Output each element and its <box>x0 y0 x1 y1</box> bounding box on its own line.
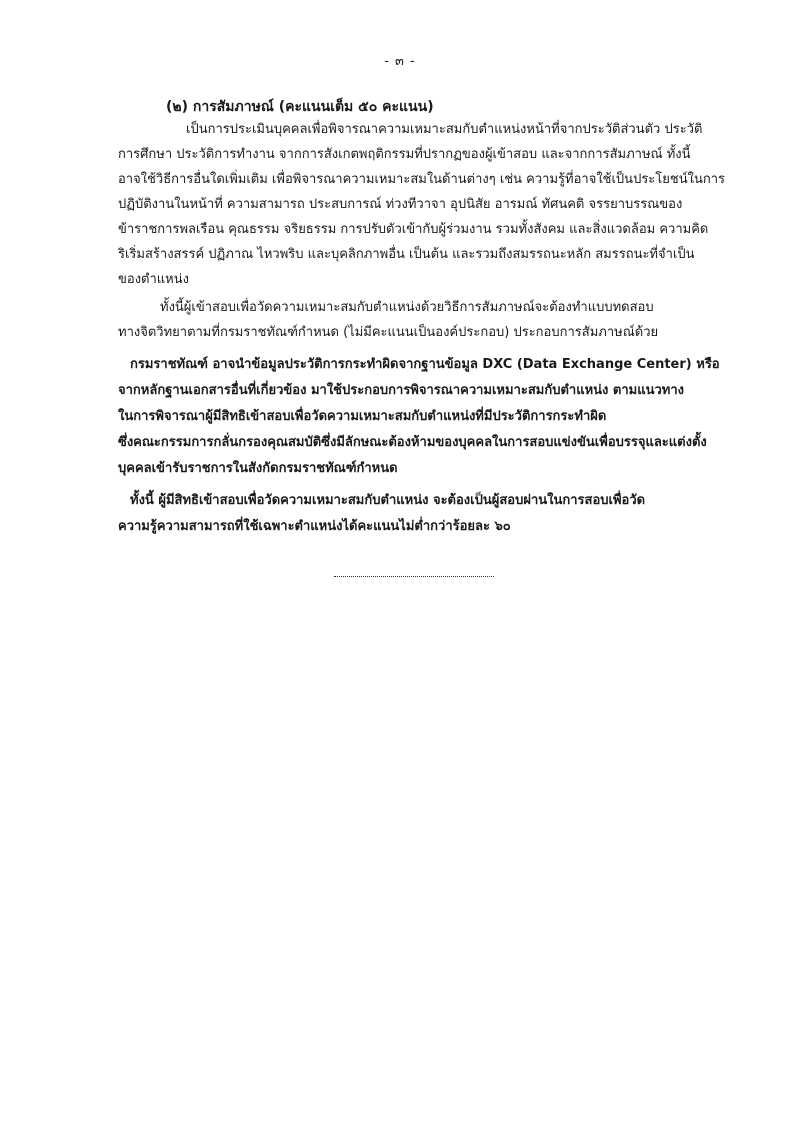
notice-line: ซึ่งคณะกรรมการกลั่นกรองคุณสมบัติซึ่งมีลักษณะต้องห้ามของบุคคลในการสอบแข่งขันเพื่อบรรจุและแต่งตั้ง <box>118 435 707 450</box>
notice-line: ทั้งนี้ ผู้มีสิทธิเข้าสอบเพื่อวัดความเหมาะสมกับตำแหน่ง จะต้องเป็นผู้สอบผ่านในการสอบเพื่อวัด <box>130 493 646 508</box>
paragraph-line: ของตำแหน่ง <box>118 272 189 287</box>
paragraph-line: ข้าราชการพลเรือน คุณธรรม จริยธรรม การปรับตัวเข้ากับผู้ร่วมงาน รวมทั้งสังคม และสิ่งแวดล้อม ความคิด <box>118 222 709 237</box>
paragraph-line: ทางจิตวิทยาตามที่กรมราชทัณฑ์กำหนด (ไม่มีคะแนนเป็นองค์ประกอบ) ประกอบการสัมภาษณ์ด้วย <box>118 325 659 340</box>
dotted-divider <box>334 576 494 577</box>
paragraph-line: การศึกษา ประวัติการทำงาน จากการสังเกตพฤติกรรมที่ปรากฏของผู้เข้าสอบ และจากการสัมภาษณ์ ทั้งนี้ <box>118 147 691 162</box>
paragraph-line: อาจใช้วิธีการอื่นใดเพิ่มเติม เพื่อพิจารณาความเหมาะสมในด้านต่างๆ เช่น ความรู้ที่อาจใช้เป็นประโยชน์ในการ <box>118 172 725 187</box>
notice-line: จากหลักฐานเอกสารอื่นที่เกี่ยวข้อง มาใช้ประกอบการพิจารณาความเหมาะสมกับตำแหน่ง ตามแนวทาง <box>118 383 685 398</box>
notice-line: ในการพิจารณาผู้มีสิทธิเข้าสอบเพื่อวัดความเหมาะสมกับตำแหน่งที่มีประวัติการกระทำผิด <box>118 409 607 424</box>
paragraph-line: เป็นการประเมินบุคคลเพื่อพิจารณาความเหมาะสมกับตำแหน่งหน้าที่จากประวัติส่วนตัว ประวัติ <box>186 122 703 137</box>
paragraph-line: ริเริ่มสร้างสรรค์ ปฏิภาณ ไหวพริบ และบุคลิกภาพอื่น เป็นต้น และรวมถึงสมรรถนะหลัก สมรรถนะที่จำเป็น <box>118 247 695 262</box>
notice-line: บุคคลเข้ารับราชการในสังกัดกรมราชทัณฑ์กำหนด <box>118 461 398 476</box>
paragraph-line: ทั้งนี้ผู้เข้าสอบเพื่อวัดความเหมาะสมกับตำแหน่งด้วยวิธีการสัมภาษณ์จะต้องทำแบบทดสอบ <box>160 300 654 315</box>
notice-line: ความรู้ความสามารถที่ใช้เฉพาะตำแหน่งได้คะแนนไม่ต่ำกว่าร้อยละ ๖๐ <box>118 519 511 534</box>
section-heading: (๒) การสัมภาษณ์ (คะแนนเต็ม ๕๐ คะแนน) <box>166 99 434 115</box>
notice-line: กรมราชทัณฑ์ อาจนำข้อมูลประวัติการกระทำผิดจากฐานข้อมูล DXC (Data Exchange Center) หรือ <box>130 357 720 372</box>
paragraph-line: ปฏิบัติงานในหน้าที่ ความสามารถ ประสบการณ์ ท่วงทีวาจา อุปนิสัย อารมณ์ ทัศนคติ จรรยาบรรณของ <box>118 197 683 212</box>
page-number: - ๓ - <box>384 54 416 69</box>
